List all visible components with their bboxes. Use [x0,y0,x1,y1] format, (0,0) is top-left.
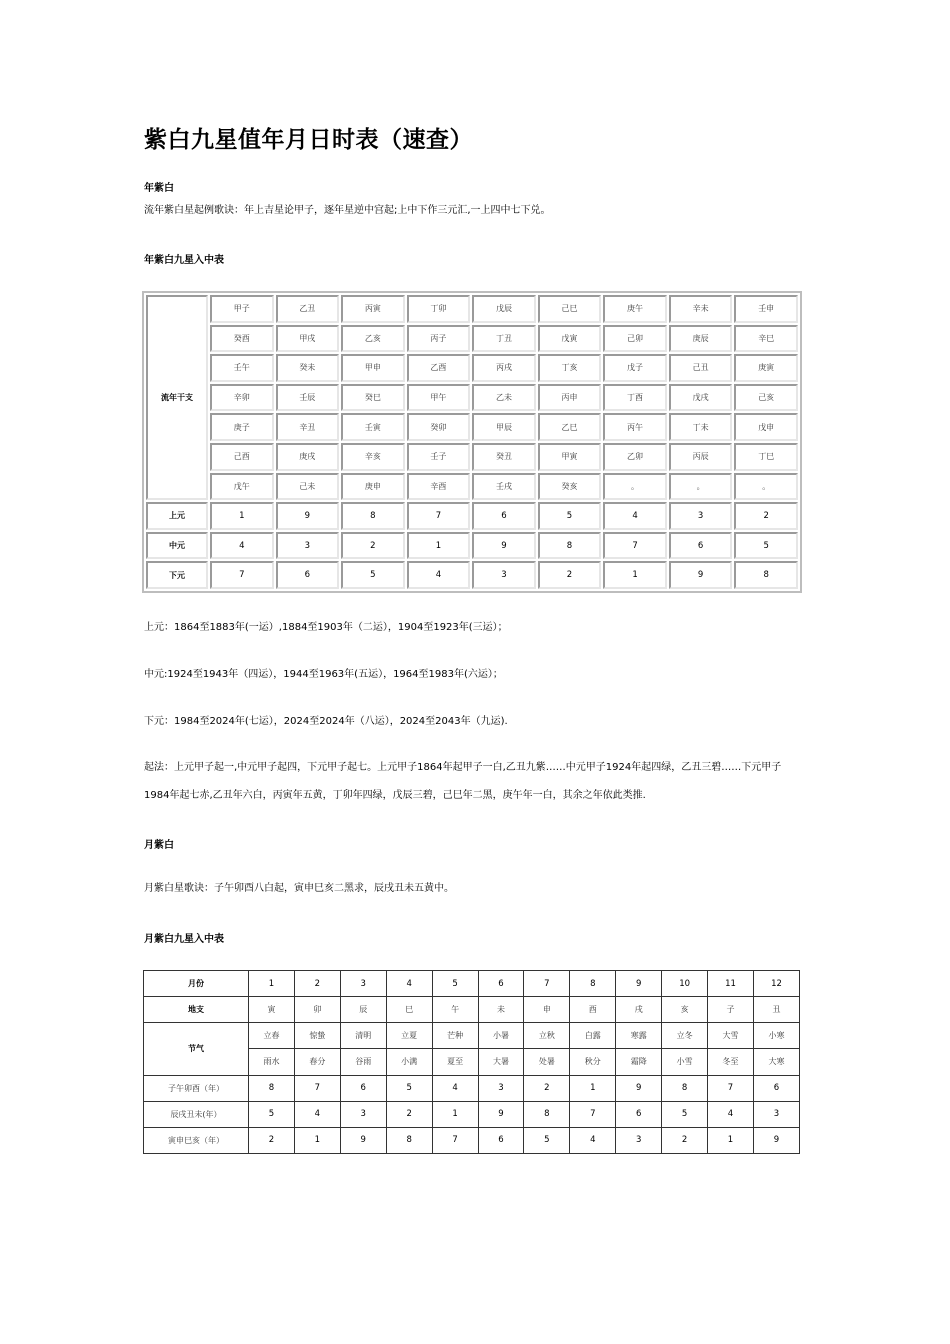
year-group-label: 子午卯酉（年） [144,1075,249,1101]
star-number: 9 [276,502,340,530]
star-number: 7 [210,561,274,589]
month-number: 7 [524,971,570,997]
ganzhi-cell: 。 [734,473,798,501]
jieqi-cell: 大寒 [753,1049,799,1075]
ganzhi-cell: 。 [603,473,667,501]
star-number: 9 [753,1127,799,1153]
ganzhi-cell: 庚辰 [669,325,733,353]
dizhi-cell: 子 [708,997,754,1023]
ganzhi-cell: 丙午 [603,413,667,441]
star-number: 4 [407,561,471,589]
dizhi-cell: 亥 [662,997,708,1023]
star-number: 3 [753,1101,799,1127]
ganzhi-cell: 己卯 [603,325,667,353]
jieqi-cell: 惊蛰 [294,1023,340,1049]
star-number: 9 [669,561,733,589]
ganzhi-cell: 癸未 [276,354,340,382]
star-number: 3 [478,1075,524,1101]
star-number: 5 [386,1075,432,1101]
star-number: 6 [478,1127,524,1153]
ganzhi-cell: 丁亥 [538,354,602,382]
ganzhi-cell: 。 [669,473,733,501]
ganzhi-cell: 己未 [276,473,340,501]
yuan-label: 中元 [146,532,208,560]
star-number: 5 [734,532,798,560]
star-number: 7 [294,1075,340,1101]
ganzhi-cell: 甲子 [210,295,274,323]
star-number: 3 [340,1101,386,1127]
ganzhi-cell: 壬午 [210,354,274,382]
ganzhi-cell: 戊辰 [472,295,536,323]
ganzhi-cell: 壬子 [407,443,471,471]
star-number: 2 [386,1101,432,1127]
ganzhi-cell: 甲申 [341,354,405,382]
month-number: 1 [249,971,295,997]
star-number: 7 [570,1101,616,1127]
star-number: 5 [662,1101,708,1127]
jieqi-cell: 芒种 [432,1023,478,1049]
ganzhi-cell: 甲寅 [538,443,602,471]
ganzhi-cell: 丙戌 [472,354,536,382]
star-number: 5 [249,1101,295,1127]
star-number: 7 [708,1075,754,1101]
ganzhi-cell: 己丑 [669,354,733,382]
star-number: 2 [249,1127,295,1153]
star-number: 4 [603,502,667,530]
jieqi-label: 节气 [144,1023,249,1075]
ganzhi-cell: 甲戌 [276,325,340,353]
jieqi-cell: 大暑 [478,1049,524,1075]
star-number: 5 [538,502,602,530]
star-number: 9 [340,1127,386,1153]
zhong-yuan-text: 中元:1924至1943年（四运），1944至1963年(五运），1964至1983年(六运）； [144,669,503,680]
ganzhi-cell: 丁未 [669,413,733,441]
star-number: 6 [753,1075,799,1101]
ganzhi-cell: 乙丑 [276,295,340,323]
star-number: 8 [386,1127,432,1153]
ganzhi-cell: 庚午 [603,295,667,323]
year-group-label: 辰戌丑未(年） [144,1101,249,1127]
star-number: 1 [432,1101,478,1127]
ganzhi-cell: 庚寅 [734,354,798,382]
star-number: 3 [669,502,733,530]
star-number: 1 [407,532,471,560]
ganzhi-cell: 辛丑 [276,413,340,441]
dizhi-cell: 寅 [249,997,295,1023]
ganzhi-cell: 丁巳 [734,443,798,471]
ganzhi-cell: 丙申 [538,384,602,412]
star-number: 1 [210,502,274,530]
jieqi-cell: 寒露 [616,1023,662,1049]
star-number: 6 [669,532,733,560]
ganzhi-cell: 辛未 [669,295,733,323]
star-number: 4 [210,532,274,560]
ganzhi-cell: 丁卯 [407,295,471,323]
jieqi-cell: 谷雨 [340,1049,386,1075]
jieqi-cell: 小寒 [753,1023,799,1049]
dizhi-cell: 卯 [294,997,340,1023]
ganzhi-label: 流年干支 [146,295,208,500]
star-number: 2 [662,1127,708,1153]
month-rhyme: 月紫白星歌诀：子午卯酉八白起，寅申巳亥二黑求，辰戌丑未五黄中。 [144,883,454,894]
star-number: 5 [341,561,405,589]
month-heading: 月紫白 [144,840,174,851]
ganzhi-cell: 丙辰 [669,443,733,471]
jieqi-cell: 夏至 [432,1049,478,1075]
ganzhi-cell: 壬寅 [341,413,405,441]
ganzhi-cell: 戊午 [210,473,274,501]
shang-yuan-text: 上元：1864至1883年(一运）,1884至1903年（二运），1904至1923年(三运）； [144,622,508,633]
dizhi-cell: 未 [478,997,524,1023]
ganzhi-cell: 壬戌 [472,473,536,501]
month-number: 8 [570,971,616,997]
month-number: 11 [708,971,754,997]
star-number: 3 [616,1127,662,1153]
ganzhi-cell: 癸巳 [341,384,405,412]
month-star-table [143,970,800,1154]
ganzhi-cell: 辛酉 [407,473,471,501]
star-number: 1 [708,1127,754,1153]
month-label: 月份 [144,971,249,997]
month-number: 5 [432,971,478,997]
ganzhi-cell: 癸卯 [407,413,471,441]
star-number: 5 [524,1127,570,1153]
star-number: 4 [708,1101,754,1127]
page-title: 紫白九星值年月日时表（速查） [144,127,473,153]
ganzhi-cell: 癸亥 [538,473,602,501]
ganzhi-cell: 辛亥 [341,443,405,471]
ganzhi-cell: 甲辰 [472,413,536,441]
jieqi-cell: 冬至 [708,1049,754,1075]
month-number: 2 [294,971,340,997]
star-number: 1 [570,1075,616,1101]
jieqi-cell: 立冬 [662,1023,708,1049]
ganzhi-cell: 乙未 [472,384,536,412]
month-number: 10 [662,971,708,997]
month-number: 3 [340,971,386,997]
year-heading: 年紫白 [144,183,174,194]
ganzhi-cell: 戊子 [603,354,667,382]
jieqi-cell: 立夏 [386,1023,432,1049]
ganzhi-cell: 癸酉 [210,325,274,353]
ganzhi-cell: 壬辰 [276,384,340,412]
ganzhi-cell: 庚戌 [276,443,340,471]
star-number: 1 [603,561,667,589]
ganzhi-cell: 丙子 [407,325,471,353]
ganzhi-cell: 乙酉 [407,354,471,382]
yuan-label: 下元 [146,561,208,589]
ganzhi-cell: 癸丑 [472,443,536,471]
star-number: 6 [472,502,536,530]
jieqi-cell: 秋分 [570,1049,616,1075]
star-number: 3 [276,532,340,560]
ganzhi-cell: 戊寅 [538,325,602,353]
star-number: 8 [538,532,602,560]
star-number: 7 [432,1127,478,1153]
star-number: 7 [603,532,667,560]
jieqi-cell: 大雪 [708,1023,754,1049]
star-number: 8 [662,1075,708,1101]
year-rhyme: 流年紫白星起例歌诀：年上吉星论甲子，逐年星逆中宫起;上中下作三元汇,一上四中七下兑。 [144,205,551,216]
star-number: 9 [478,1101,524,1127]
ganzhi-cell: 甲午 [407,384,471,412]
ganzhi-cell: 丙寅 [341,295,405,323]
ganzhi-cell: 戊申 [734,413,798,441]
star-number: 4 [432,1075,478,1101]
star-number: 8 [249,1075,295,1101]
yuan-label: 上元 [146,502,208,530]
star-number: 4 [294,1101,340,1127]
star-number: 9 [472,532,536,560]
dizhi-cell: 辰 [340,997,386,1023]
month-number: 4 [386,971,432,997]
star-number: 6 [340,1075,386,1101]
jieqi-cell: 小暑 [478,1023,524,1049]
ganzhi-cell: 己巳 [538,295,602,323]
star-number: 2 [538,561,602,589]
jieqi-cell: 处暑 [524,1049,570,1075]
jieqi-cell: 立春 [249,1023,295,1049]
jieqi-cell: 霜降 [616,1049,662,1075]
jieqi-cell: 清明 [340,1023,386,1049]
year-star-table [142,291,802,593]
star-number: 4 [570,1127,616,1153]
jieqi-cell: 小雪 [662,1049,708,1075]
star-number: 9 [616,1075,662,1101]
star-number: 8 [341,502,405,530]
jieqi-cell: 春分 [294,1049,340,1075]
ganzhi-cell: 丁丑 [472,325,536,353]
star-number: 7 [407,502,471,530]
xia-yuan-text: 下元：1984至2024年(七运），2024至2024年（八运），2024至2043年（九运). [144,716,508,727]
ganzhi-cell: 辛卯 [210,384,274,412]
ganzhi-cell: 壬申 [734,295,798,323]
month-number: 12 [753,971,799,997]
jieqi-cell: 立秋 [524,1023,570,1049]
ganzhi-cell: 己亥 [734,384,798,412]
dizhi-cell: 巳 [386,997,432,1023]
ganzhi-cell: 庚子 [210,413,274,441]
month-number: 9 [616,971,662,997]
star-number: 6 [276,561,340,589]
ganzhi-cell: 乙亥 [341,325,405,353]
dizhi-cell: 午 [432,997,478,1023]
dizhi-cell: 戌 [616,997,662,1023]
star-number: 6 [616,1101,662,1127]
dizhi-label: 地支 [144,997,249,1023]
month-table-heading: 月紫白九星入中表 [144,934,224,945]
method-text: 起法：上元甲子起一,中元甲子起四，下元甲子起七。上元甲子1864年起甲子一白,乙丑九紫……中元甲子1924年起四绿，乙丑三碧……下元甲子1984年起七赤,乙丑年六白，丙寅年五黄，丁卯年四绿，戊辰三碧，己巳年二黑，庚午年一白，其余之年依此类推. [144,762,782,801]
dizhi-cell: 丑 [753,997,799,1023]
star-number: 2 [341,532,405,560]
star-number: 2 [734,502,798,530]
ganzhi-cell: 乙卯 [603,443,667,471]
ganzhi-cell: 辛巳 [734,325,798,353]
jieqi-cell: 小满 [386,1049,432,1075]
year-table-heading: 年紫白九星入中表 [144,255,224,266]
month-number: 6 [478,971,524,997]
year-group-label: 寅申巳亥（年） [144,1127,249,1153]
star-number: 8 [524,1101,570,1127]
star-number: 3 [472,561,536,589]
dizhi-cell: 申 [524,997,570,1023]
jieqi-cell: 白露 [570,1023,616,1049]
star-number: 2 [524,1075,570,1101]
jieqi-cell: 雨水 [249,1049,295,1075]
star-number: 1 [294,1127,340,1153]
ganzhi-cell: 庚申 [341,473,405,501]
ganzhi-cell: 己酉 [210,443,274,471]
dizhi-cell: 酉 [570,997,616,1023]
star-number: 8 [734,561,798,589]
ganzhi-cell: 丁酉 [603,384,667,412]
ganzhi-cell: 乙巳 [538,413,602,441]
ganzhi-cell: 戊戌 [669,384,733,412]
